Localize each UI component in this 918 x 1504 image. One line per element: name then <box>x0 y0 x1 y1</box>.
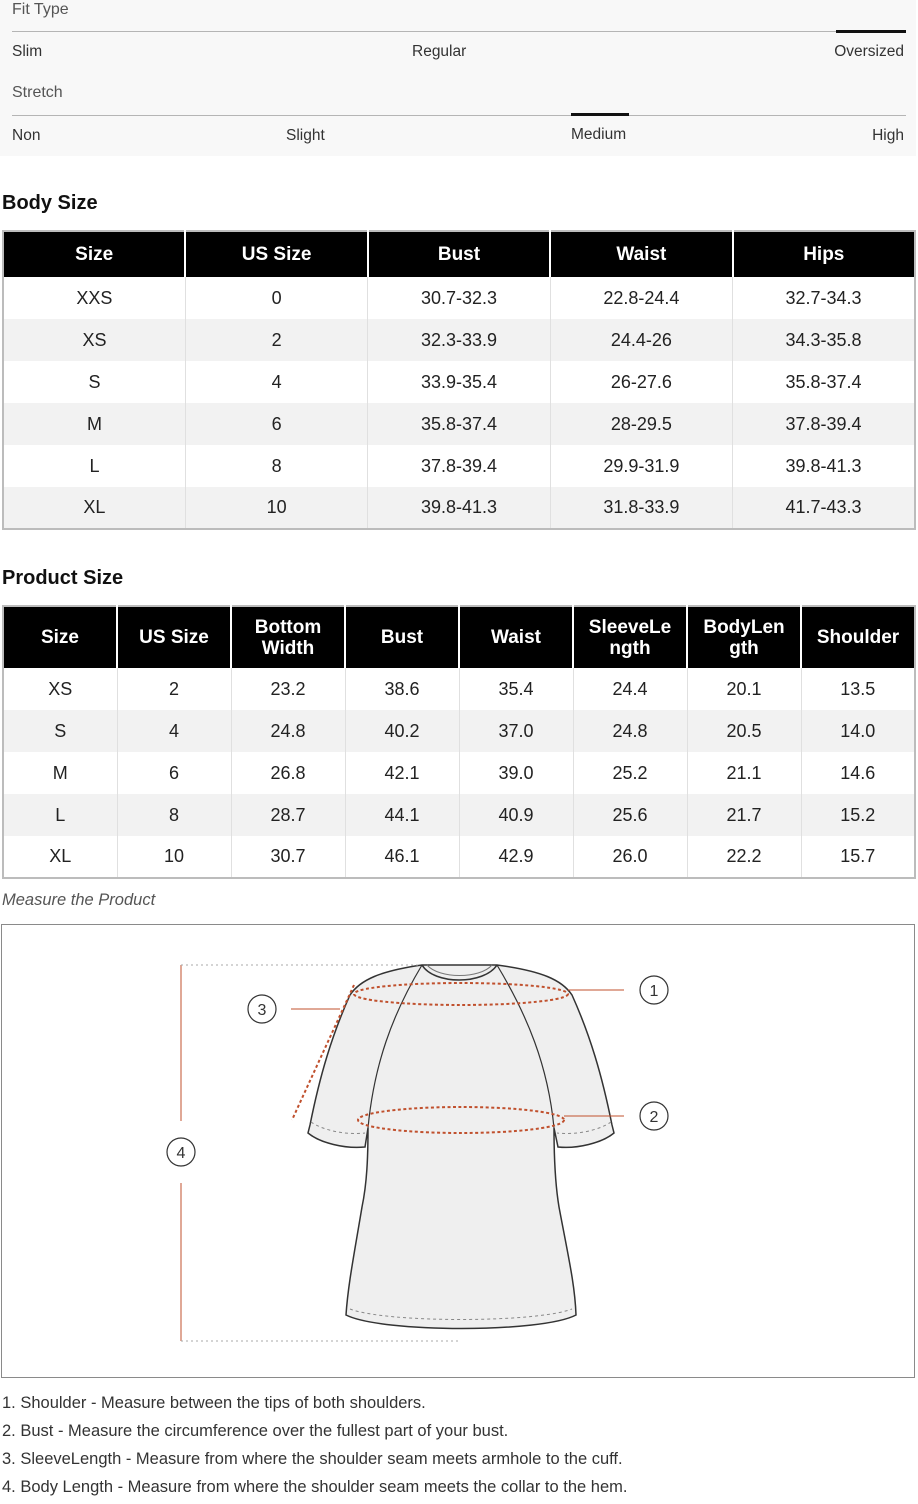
note-body-length: 4. Body Length - Measure from where the shoulder seam meets the collar to the hem. <box>2 1478 628 1496</box>
column-header: Bust <box>368 231 550 277</box>
table-cell: 26-27.6 <box>550 361 732 403</box>
column-header <box>3 606 117 668</box>
table-cell: S <box>3 710 117 752</box>
table-row <box>3 668 915 710</box>
table-row <box>3 487 915 529</box>
tshirt-outline <box>308 965 614 1329</box>
table-cell: 6 <box>185 403 367 445</box>
table-cell: 22.8-24.4 <box>550 277 732 319</box>
table-cell: 28-29.5 <box>550 403 732 445</box>
table-cell: 22.2 <box>687 836 801 878</box>
body-size-table <box>2 230 916 530</box>
fit-type-track <box>12 31 906 32</box>
table-cell: 25.2 <box>573 752 687 794</box>
marker-1 <box>640 976 668 1004</box>
column-header <box>345 606 459 668</box>
table-row <box>3 277 915 319</box>
table-cell: L <box>3 445 185 487</box>
table-cell: M <box>3 403 185 445</box>
marker-4 <box>167 1138 195 1166</box>
column-header <box>687 606 801 668</box>
table-cell: 34.3-35.8 <box>733 319 915 361</box>
stretch-option-high: High <box>872 127 904 144</box>
table-cell: 38.6 <box>345 668 459 710</box>
table-cell: 28.7 <box>231 794 345 836</box>
table-cell: 4 <box>117 710 231 752</box>
stretch-track <box>12 115 906 116</box>
table-cell: 14.0 <box>801 710 915 752</box>
table-cell: 13.5 <box>801 668 915 710</box>
fit-type-option-oversized: Oversized <box>834 43 904 60</box>
table-cell: 6 <box>117 752 231 794</box>
table-cell: 30.7-32.3 <box>368 277 550 319</box>
table-cell: 42.1 <box>345 752 459 794</box>
header-line: Width <box>261 637 315 659</box>
table-row <box>3 361 915 403</box>
table-cell: 10 <box>117 836 231 878</box>
table-cell: 37.0 <box>459 710 573 752</box>
table-row <box>3 794 915 836</box>
fit-type-option-regular: Regular <box>412 43 467 60</box>
stretch-option-slight: Slight <box>286 127 325 144</box>
table-cell: 39.8-41.3 <box>368 487 550 529</box>
table-cell: 35.8-37.4 <box>368 403 550 445</box>
table-cell: 15.7 <box>801 836 915 878</box>
stretch-option-medium: Medium <box>571 126 627 143</box>
note-sleeve-length: 3. SleeveLength - Measure from where the shoulder seam meets armhole to the cuff. <box>2 1450 623 1468</box>
column-header: Hips <box>733 231 915 277</box>
table-cell: XS <box>3 319 185 361</box>
note-bust: 2. Bust - Measure the circumference over the fullest part of your bust. <box>2 1422 509 1440</box>
table-cell: 4 <box>185 361 367 403</box>
table-cell: 24.8 <box>573 710 687 752</box>
table-cell: XXS <box>3 277 185 319</box>
table-cell: 29.9-31.9 <box>550 445 732 487</box>
table-cell: S <box>3 361 185 403</box>
measure-caption: Measure the Product <box>2 891 156 909</box>
header-line: Bust <box>380 627 424 648</box>
table-cell: 15.2 <box>801 794 915 836</box>
header-line: US Size <box>139 627 209 648</box>
table-cell: 24.4-26 <box>550 319 732 361</box>
table-cell: XL <box>3 836 117 878</box>
table-cell: 37.8-39.4 <box>368 445 550 487</box>
table-cell: 24.8 <box>231 710 345 752</box>
tshirt-diagram <box>2 925 914 1377</box>
fit-type-title: Fit Type <box>12 1 69 18</box>
marker-4-label: 4 <box>176 1145 186 1162</box>
header-line: SleeveLe <box>588 616 672 638</box>
measure-diagram <box>1 924 915 1378</box>
marker-3 <box>248 995 276 1023</box>
table-cell: XL <box>3 487 185 529</box>
header-line: Waist <box>491 627 541 648</box>
table-row <box>3 319 915 361</box>
table-cell: 39.8-41.3 <box>733 445 915 487</box>
column-header: Size <box>3 231 185 277</box>
stretch-selected-marker <box>571 113 629 116</box>
marker-1-label: 1 <box>649 983 659 1000</box>
column-header <box>231 606 345 668</box>
marker-3-label: 3 <box>257 1002 267 1019</box>
table-cell: 20.5 <box>687 710 801 752</box>
table-cell: 0 <box>185 277 367 319</box>
table-cell: 35.4 <box>459 668 573 710</box>
header-line: BodyLen <box>703 616 785 638</box>
table-cell: L <box>3 794 117 836</box>
table-row <box>3 445 915 487</box>
column-header <box>459 606 573 668</box>
table-cell: 8 <box>117 794 231 836</box>
table-cell: 40.9 <box>459 794 573 836</box>
table-cell: 2 <box>185 319 367 361</box>
table-cell: 31.8-33.9 <box>550 487 732 529</box>
header-line: ngth <box>609 637 651 659</box>
table-cell: 23.2 <box>231 668 345 710</box>
table-header-row <box>3 606 915 668</box>
table-cell: 42.9 <box>459 836 573 878</box>
table-cell: 46.1 <box>345 836 459 878</box>
table-cell: XS <box>3 668 117 710</box>
header-line: Size <box>40 627 80 648</box>
header-line: Bottom <box>254 616 322 638</box>
stretch-title: Stretch <box>12 84 63 101</box>
table-row <box>3 836 915 878</box>
table-cell: 44.1 <box>345 794 459 836</box>
column-header <box>801 606 915 668</box>
table-cell: 24.4 <box>573 668 687 710</box>
table-cell: 8 <box>185 445 367 487</box>
marker-2 <box>640 1102 668 1130</box>
table-cell: 25.6 <box>573 794 687 836</box>
stretch-option-non: Non <box>12 127 41 144</box>
product-size-table <box>2 605 916 879</box>
table-cell: 2 <box>117 668 231 710</box>
table-cell: 32.3-33.9 <box>368 319 550 361</box>
table-cell: 41.7-43.3 <box>733 487 915 529</box>
table-cell: 10 <box>185 487 367 529</box>
table-cell: 32.7-34.3 <box>733 277 915 319</box>
fit-type-option-slim: Slim <box>12 43 43 60</box>
column-header <box>573 606 687 668</box>
marker-2-label: 2 <box>649 1109 659 1126</box>
table-cell: 30.7 <box>231 836 345 878</box>
table-header-row <box>3 231 915 277</box>
column-header: Waist <box>550 231 732 277</box>
fit-panel <box>0 0 916 156</box>
table-cell: 21.1 <box>687 752 801 794</box>
table-cell: 37.8-39.4 <box>733 403 915 445</box>
measurement-notes <box>2 1392 628 1504</box>
header-line: gth <box>729 637 759 659</box>
table-cell: 21.7 <box>687 794 801 836</box>
table-cell: 33.9-35.4 <box>368 361 550 403</box>
header-line: Shoulder <box>816 627 900 648</box>
table-row <box>3 710 915 752</box>
table-cell: 14.6 <box>801 752 915 794</box>
body-size-title: Body Size <box>2 192 98 214</box>
table-cell: 20.1 <box>687 668 801 710</box>
table-row <box>3 403 915 445</box>
table-cell: 39.0 <box>459 752 573 794</box>
table-cell: 40.2 <box>345 710 459 752</box>
note-shoulder: 1. Shoulder - Measure between the tips of both shoulders. <box>2 1394 426 1412</box>
table-row <box>3 752 915 794</box>
column-header <box>117 606 231 668</box>
table-cell: 35.8-37.4 <box>733 361 915 403</box>
table-cell: 26.0 <box>573 836 687 878</box>
table-cell: 26.8 <box>231 752 345 794</box>
product-size-title: Product Size <box>2 567 124 589</box>
fit-type-selected-marker <box>836 30 906 33</box>
column-header: US Size <box>185 231 367 277</box>
table-cell: M <box>3 752 117 794</box>
